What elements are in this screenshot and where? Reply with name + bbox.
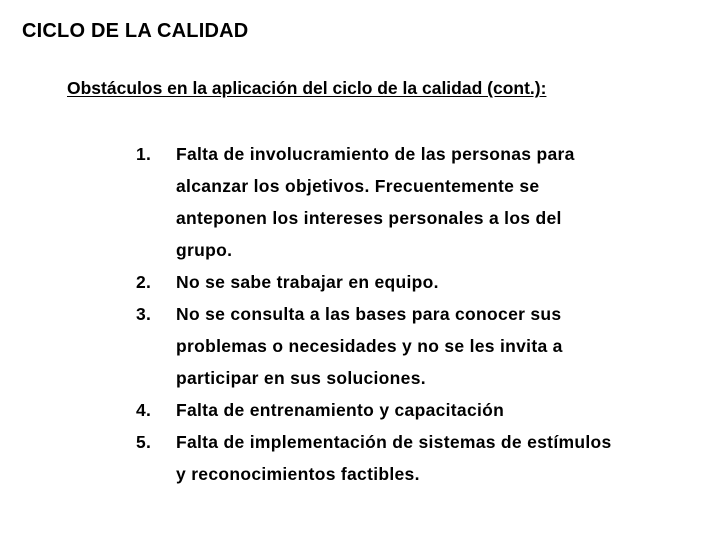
list-item-line: No se consulta a las bases para conocer sus: [176, 304, 562, 324]
list-item-line: y reconocimientos factibles.: [176, 464, 420, 484]
list-item-line: anteponen los intereses personales a los del: [176, 208, 562, 228]
list-item-number: 3.: [136, 304, 152, 324]
list-item-number: 5.: [136, 432, 152, 452]
list-item: [136, 138, 726, 266]
list-item-line: Falta de implementación de sistemas de estímulos: [176, 432, 612, 452]
list-item: [136, 298, 726, 394]
list-item-line: Falta de involucramiento de las personas para: [176, 144, 575, 164]
list-item-line: Falta de entrenamiento y capacitación: [176, 400, 505, 420]
list-item-number: 4.: [136, 400, 152, 420]
obstacles-list: [136, 138, 726, 490]
list-item-line: participar en sus soluciones.: [176, 368, 426, 388]
list-item-line: grupo.: [176, 240, 233, 260]
list-item-line: No se sabe trabajar en equipo.: [176, 272, 439, 292]
list-item-line: problemas o necesidades y no se les invita a: [176, 336, 563, 356]
list-item: [136, 266, 726, 298]
list-item-number: 2.: [136, 272, 152, 292]
list-item: [136, 426, 726, 490]
slide-title: CICLO DE LA CALIDAD: [22, 20, 249, 42]
slide-subtitle: Obstáculos en la aplicación del ciclo de la calidad (cont.):: [67, 78, 547, 98]
list-item-number: 1.: [136, 144, 152, 164]
list-item: [136, 394, 726, 426]
list-item-line: alcanzar los objetivos. Frecuentemente se: [176, 176, 540, 196]
